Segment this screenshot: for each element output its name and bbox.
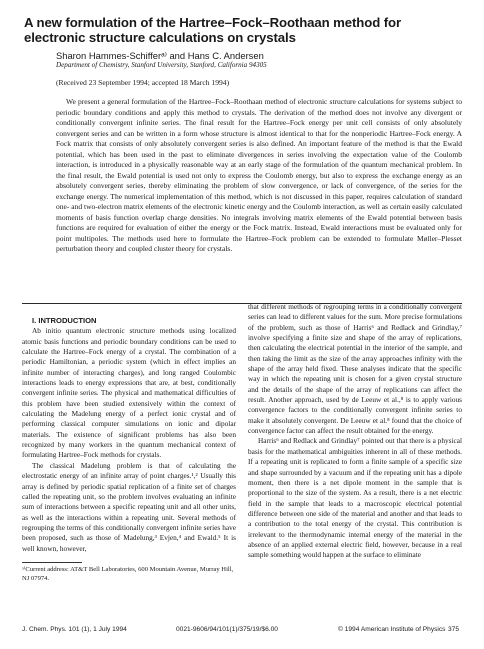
footnote-current-address: ᵃ⁾Current address: AT&T Bell Laboratories, 600 Mountain Avenue, Murray Hill, NJ 07974.: [22, 566, 234, 582]
intro-paragraph-1: Ab initio quantum electronic structure methods using localized atomic basis functions and periodic boundary conditions can be used to calculate the Hartree–Fock energy of a crystal. The combination of a periodic Hamiltonian, a periodic system (which in effect implies an infinite number of interacting charges), and long ranged Coulombic interactions leads to energy expressions that are, at best, conditionally convergent infinite series. The physical and mathematical difficulties of this problem have been studied extensively within the context of calculating the Madelung energy of a perfect ionic crystal and of performing classical computer simulations on ionic and dipolar materials. The existence of significant problems has also been recognized by many workers in the quantum mechanical context of formulating Hartree–Fock methods for crystals.: [22, 326, 236, 460]
footer-page-number: 375: [448, 626, 460, 633]
intro-paragraph-4: Harris⁶ and Redlack and Grindlay⁷ pointed out that there is a physical basis for the mathematical ambiguities inherent in all of these methods. If a repeating unit is replicated to form a finite sample of a specific size and shape surrounded by a vacuum and if the repeating unit has a dipole moment, then there is a net dipole moment in the sample that is proportional to the size of the system. As a result, there is a net electric field in the sample that leads to a macroscopic electrical potential difference between one side of the material and another and that leads to a contribution to the total energy of the crystal. This contribution is irrelevant to the thermodynamic internal energy of the material in the absence of an applied external electric field, however, because in a real sample something would happen at the surface to eliminate: [248, 436, 462, 560]
intro-paragraph-3: that different methods of regrouping terms in a conditionally convergent series can lead to different values for the sum. More precise formulations of the problem, such as those of Harris⁶ and Redlack and Grindlay,⁷ involve specifying a finite size and shape of the array of replications, then calculating the electrical potential in the interior of the sample, and then taking the limit as the size of the array approaches infinity with the shape of the array held fixed. These analyses indicate that the specific way in which the repeating unit is chosen for a given crystal structure and the details of the shape of the array of replications can affect the result. Another approach, used by de Leeuw et al.,⁸ is to apply various convergence factors to the conditionally convergent infinite series to make it absolutely convergent. De Leeuw et al.⁸ found that the choice of convergence factor can affect the result obtained for the energy.: [248, 302, 462, 436]
intro-paragraph-2: The classical Madelung problem is that of calculating the electrostatic energy of an infinite array of point charges.¹,² Usually this array is defined by periodic spatial replication of a finite set of charges called the repeating unit, so the problem involves evaluating an infinite sum of interactions between a specific repeating unit and all other units, as well as the interactions within a repeating unit. Several methods of regrouping the terms of this conditionally convergent infinite series have been proposed, such as those of Madelung,³ Evjen,⁴ and Ewald.⁵ It is well known, however,: [22, 460, 236, 553]
footnote-divider: [22, 562, 82, 563]
received-dates: (Received 23 September 1994; accepted 18 March 1994): [56, 78, 230, 87]
abstract: We present a general formulation of the Hartree–Fock–Roothaan method of electronic structure calculations for systems subject to periodic boundary conditions and apply this method to crystals. The derivation of the method does not involve any divergent or conditionally convergent infinite series. The final result for the Hartree–Fock energy per unit cell consists of only absolutely convergent series and can be written in a form whose structure is almost identical to that for the nonperiodic Hartree–Fock energy. A Fock matrix that consists of only absolutely convergent series is also defined. An important feature of the method is that the Ewald potential, which has been used in the past to eliminate divergences in series involving the expectation value of the Coulomb interaction, is introduced in a physically reasonable way at an early stage of the formulation of the quantum mechanical problem. In the final result, the Ewald potential is used not only to express the Coulomb energy, but also to express the exchange energy as an absolutely convergent series, thereby eliminating the problem of slow convergence, or lack of convergence, of the series for the exchange energy. The numerical implementation of this method, which is not discussed in this paper, requires calculation of standard one- and two-electron matrix elements of the electronic kinetic energy and the Coulomb interaction, as well as certain easily calculated moments of basis function overlap charge densities. No integrals involving matrix elements of the Ewald potential between basis functions are required for evaluation of either the energy or the Fock matrix. Instead, Ewald interactions must be evaluated only for point multipoles. The methods used here to formulate the Hartree–Fock problem can be extended to formulate Møller–Plesset perturbation theory and coupled cluster theory for crystals.: [56, 97, 462, 253]
paper-title: A new formulation of the Hartree–Fock–Roothaan method for electronic structure calculations on crystals: [24, 15, 402, 45]
author-list: Sharon Hammes-Schifferᵃ⁾ and Hans C. Andersen: [56, 50, 264, 61]
footer-journal-citation: J. Chem. Phys. 101 (1), 1 July 1994: [22, 626, 127, 633]
section-heading-introduction: I. INTRODUCTION: [32, 316, 97, 325]
footer-article-code: 0021-9606/94/101(1)/375/19/$6.00: [176, 626, 278, 633]
author-affiliation: Department of Chemistry, Stanford University, Stanford, California 94305: [56, 61, 267, 69]
footer-copyright: © 1994 American Institute of Physics: [338, 626, 446, 633]
left-column: [22, 316, 236, 554]
right-column: [248, 302, 462, 561]
